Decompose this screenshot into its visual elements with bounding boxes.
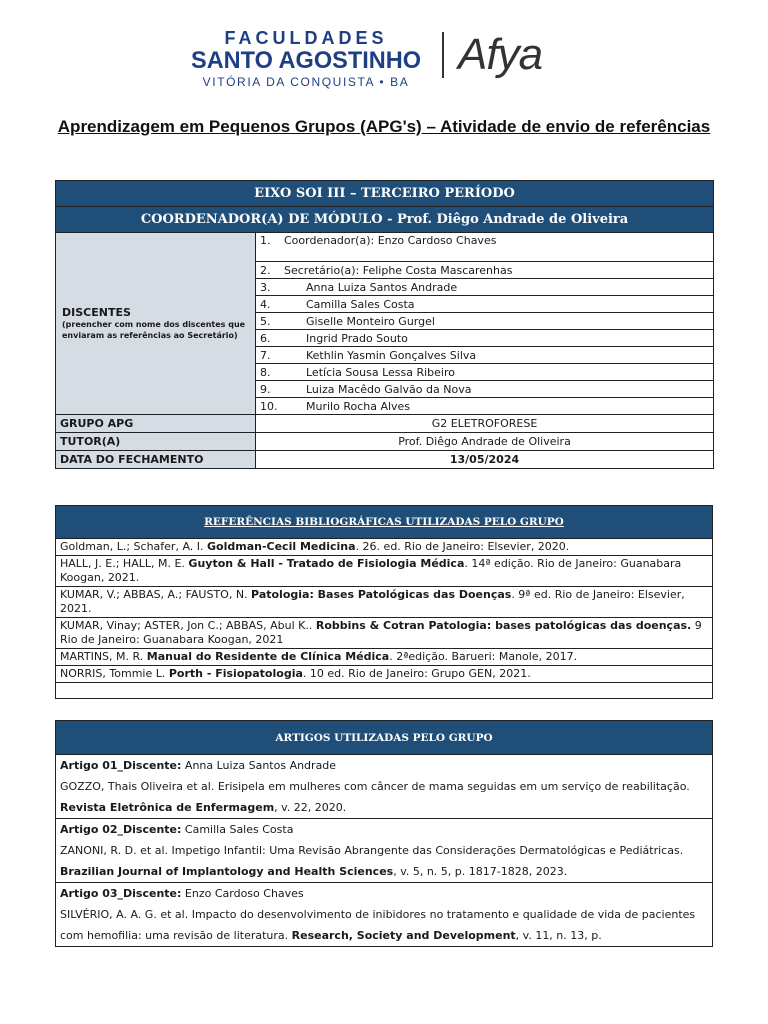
student-number: 4.	[260, 297, 271, 311]
student-row-3	[256, 279, 714, 296]
student-name: Camilla Sales Costa	[306, 297, 415, 311]
article-student: Anna Luiza Santos Andrade	[181, 759, 337, 772]
student-row-10	[256, 398, 714, 415]
student-number: 10.	[260, 399, 278, 413]
reference-title: Porth - Fisiopatologia	[168, 667, 303, 680]
santo-agostinho-logo	[188, 28, 424, 90]
institution-logo	[188, 28, 588, 98]
student-name: Murilo Rocha Alves	[306, 399, 411, 413]
articles-table	[55, 720, 713, 947]
grupo-value: G2 ELETROFORESE	[256, 415, 714, 433]
student-row-6	[256, 330, 714, 347]
logo-top-text: FACULDADES	[224, 28, 388, 48]
page-title: Aprendizagem em Pequenos Grupos (APG's) – Atividade de envio de referências	[57, 117, 711, 136]
article-authors: ZANONI, R. D. et al. Impetigo Infantil: Uma Revisão Abrangente das Considerações Dermatológicas e Pediátricas.	[60, 844, 684, 857]
article-journal: Revista Eletrônica de Enfermagem	[60, 801, 275, 814]
tutor-value: Prof. Diêgo Andrade de Oliveira	[256, 433, 714, 451]
references-table	[55, 505, 713, 699]
info-header-line2: COORDENADOR(A) DE MÓDULO - Prof. Diêgo Andrade de Oliveira	[56, 207, 714, 233]
logo-divider	[442, 32, 444, 78]
article-student: Camilla Sales Costa	[181, 823, 294, 836]
student-number: 3.	[260, 280, 271, 294]
student-name: Letícia Sousa Lessa Ribeiro	[306, 365, 455, 379]
reference-row	[56, 556, 713, 587]
student-row-4	[256, 296, 714, 313]
reference-authors: NORRIS, Tommie L.	[60, 667, 169, 680]
reference-row	[56, 618, 713, 649]
reference-details: 9 Rio de Janeiro: Guanabara Koogan, 2021	[60, 619, 702, 646]
student-number: 2.	[260, 263, 271, 277]
reference-details: . 26. ed. Rio de Janeiro: Elsevier, 2020.	[355, 540, 570, 553]
articles-header: ARTIGOS UTILIZADAS PELO GRUPO	[56, 721, 713, 755]
student-row-2	[256, 262, 714, 279]
student-number: 7.	[260, 348, 271, 362]
student-name: Coordenador(a): Enzo Cardoso Chaves	[284, 234, 497, 247]
student-row-7	[256, 347, 714, 364]
student-number: 6.	[260, 331, 271, 345]
reference-row	[56, 587, 713, 618]
fechamento-label: DATA DO FECHAMENTO	[56, 451, 256, 469]
student-name: Kethlin Yasmin Gonçalves Silva	[306, 348, 477, 362]
references-header: REFERÊNCIAS BIBLIOGRÁFICAS UTILIZADAS PELO GRUPO	[56, 506, 713, 539]
discentes-note: (preencher com nome dos discentes que enviaram as referências ao Secretário)	[62, 320, 246, 340]
info-table	[55, 180, 714, 469]
reference-title: Patologia: Bases Patológicas das Doenças	[251, 588, 512, 601]
student-row-9	[256, 381, 714, 398]
student-name: Secretário(a): Feliphe Costa Mascarenhas	[284, 263, 513, 277]
article-label: Artigo 03_Discente:	[60, 887, 182, 900]
reference-row	[56, 649, 713, 666]
reference-details: . 2ªedição. Barueri: Manole, 2017.	[389, 650, 578, 663]
article-details: , v. 5, n. 5, p. 1817-1828, 2023.	[393, 865, 568, 878]
article-label: Artigo 02_Discente:	[60, 823, 182, 836]
student-number: 1.	[260, 234, 271, 247]
reference-title: Guyton & Hall - Tratado de Fisiologia Médica	[188, 557, 465, 570]
article-student: Enzo Cardoso Chaves	[181, 887, 304, 900]
student-name: Anna Luiza Santos Andrade	[306, 280, 458, 294]
reference-row-empty	[56, 683, 713, 699]
reference-authors: MARTINS, M. R.	[60, 650, 147, 663]
afya-logo-text: Afya	[458, 30, 543, 79]
logo-city-text: VITÓRIA DA CONQUISTA • BA	[202, 75, 410, 89]
reference-authors: KUMAR, V.; ABBAS, A.; FAUSTO, N.	[60, 588, 252, 601]
reference-title: Manual do Residente de Clínica Médica	[146, 650, 390, 663]
reference-authors: HALL, J. E.; HALL, M. E.	[60, 557, 189, 570]
discentes-label: DISCENTES	[62, 306, 131, 319]
student-name: Ingrid Prado Souto	[306, 331, 408, 345]
article-details: , v. 11, n. 13, p.	[515, 929, 602, 942]
afya-logo	[458, 30, 542, 80]
article-journal: Research, Society and Development	[291, 929, 516, 942]
logo-main-text: SANTO AGOSTINHO	[191, 47, 421, 74]
article-row-3	[56, 883, 713, 947]
reference-row	[56, 539, 713, 556]
reference-title: Goldman-Cecil Medicina	[207, 540, 356, 553]
article-row-1	[56, 755, 713, 819]
reference-authors: KUMAR, Vinay; ASTER, Jon C.; ABBAS, Abul K..	[60, 619, 316, 632]
reference-details: . 9ª ed. Rio de Janeiro: Elsevier, 2021.	[60, 588, 685, 615]
reference-details: . 10 ed. Rio de Janeiro: Grupo GEN, 2021.	[302, 667, 531, 680]
fechamento-value: 13/05/2024	[256, 451, 714, 469]
student-row-1	[256, 233, 714, 262]
reference-authors: Goldman, L.; Schafer, A. I.	[60, 540, 208, 553]
grupo-label: GRUPO APG	[56, 415, 256, 433]
article-label: Artigo 01_Discente:	[60, 759, 182, 772]
student-number: 8.	[260, 365, 271, 379]
reference-details: . 14ª edição. Rio de Janeiro: Guanabara Koogan, 2021.	[60, 557, 682, 584]
student-name: Luiza Macêdo Galvão da Nova	[306, 382, 472, 396]
reference-row	[56, 666, 713, 683]
student-row-5	[256, 313, 714, 330]
article-details: , v. 22, 2020.	[274, 801, 347, 814]
article-authors: GOZZO, Thais Oliveira et al. Erisipela em mulheres com câncer de mama seguidas em um serviço de reabilitação.	[60, 780, 690, 793]
tutor-label: TUTOR(A)	[56, 433, 256, 451]
student-number: 9.	[260, 382, 271, 396]
student-row-8	[256, 364, 714, 381]
reference-title: Robbins & Cotran Patologia: bases patológicas das doenças.	[315, 619, 692, 632]
article-row-2	[56, 819, 713, 883]
article-journal: Brazilian Journal of Implantology and Health Sciences	[60, 865, 394, 878]
info-header-line1: EIXO SOI III – TERCEIRO PERÍODO	[56, 181, 714, 207]
student-number: 5.	[260, 314, 271, 328]
student-name: Giselle Monteiro Gurgel	[306, 314, 435, 328]
article-authors: SILVÉRIO, A. A. G. et al. Impacto do desenvolvimento de inibidores no tratamento e qualidade de vida de pacientes com hemofilia: uma revisão de literatura.	[60, 908, 696, 942]
discentes-label-cell	[56, 233, 256, 415]
